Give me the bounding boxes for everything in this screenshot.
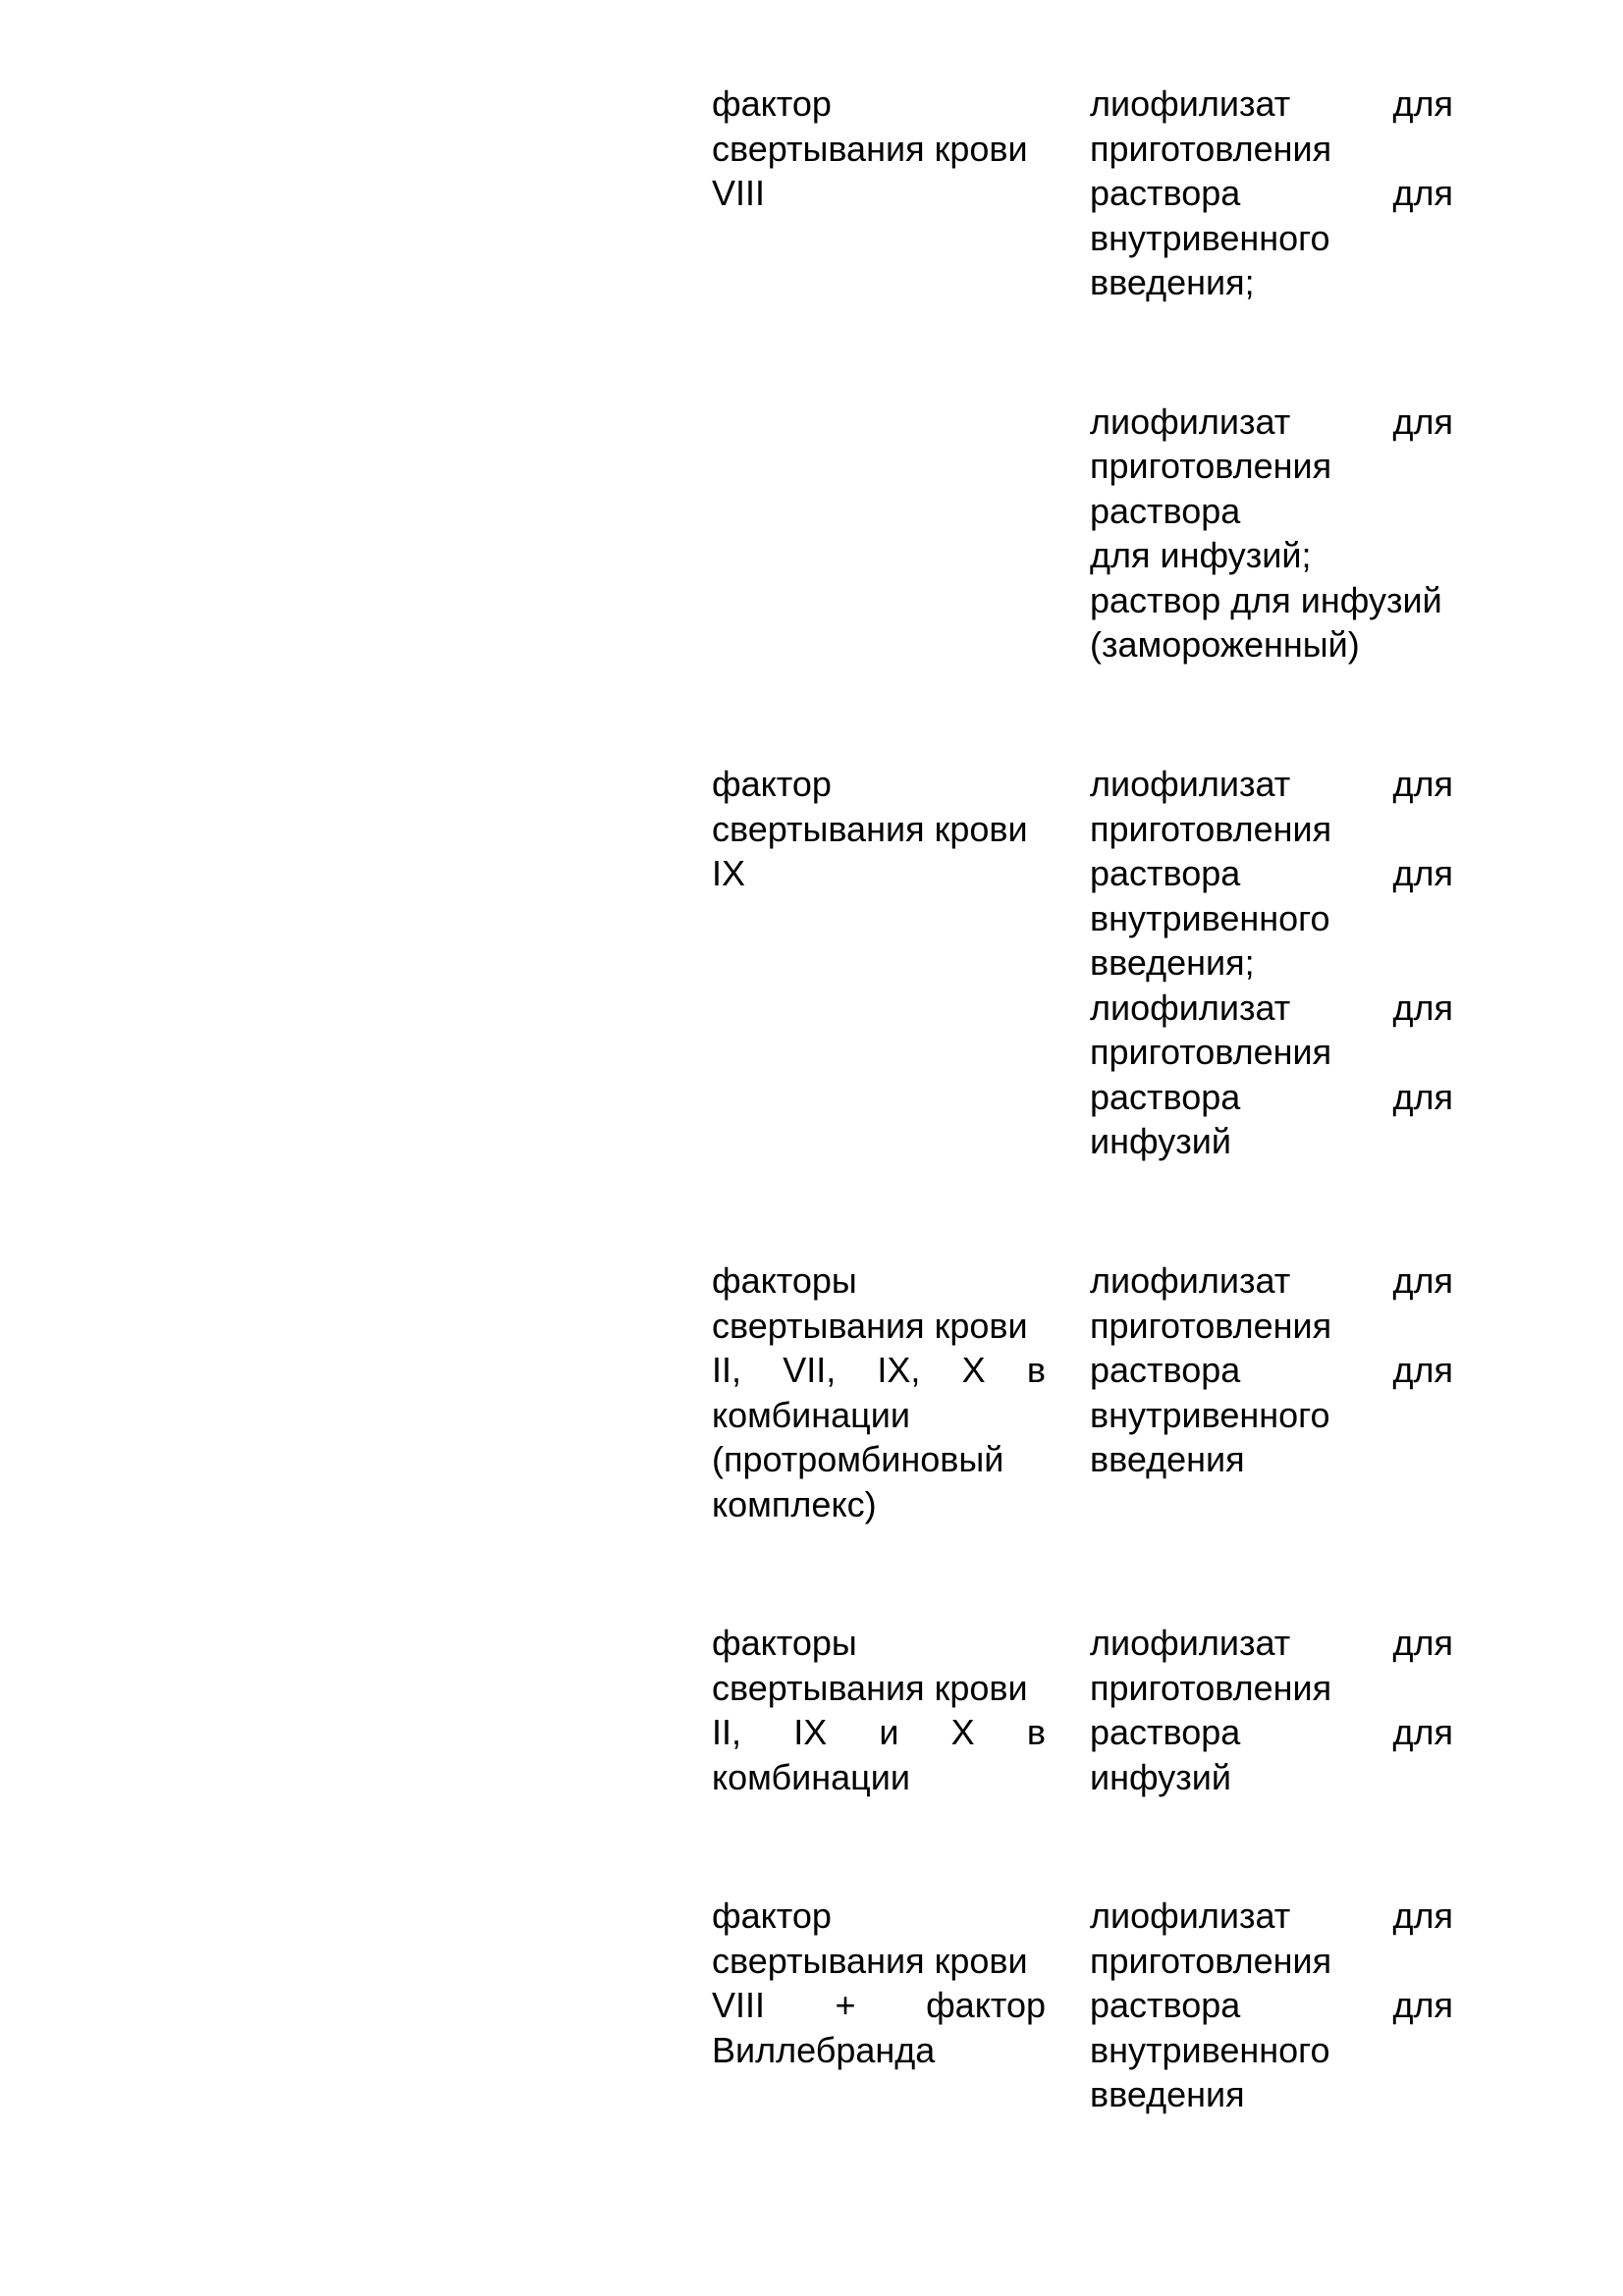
dosage-form-cell bbox=[1090, 1258, 1453, 1482]
drug-name-line: фактор bbox=[712, 764, 832, 804]
dosage-form-line bbox=[1090, 1258, 1453, 1304]
drug-name-cell bbox=[712, 1621, 1046, 1799]
drug-name-line bbox=[712, 1348, 1046, 1393]
justified-word: II, bbox=[712, 1350, 742, 1390]
justified-word: X bbox=[950, 1712, 975, 1752]
justified-word: фактор bbox=[926, 1985, 1046, 2025]
justified-word: для bbox=[1392, 173, 1453, 213]
justified-word: для bbox=[1392, 83, 1453, 124]
justified-word: лиофилизат bbox=[1090, 764, 1291, 804]
dosage-form-line bbox=[1090, 1710, 1453, 1755]
justified-word: IX, bbox=[877, 1350, 921, 1390]
dosage-form-line: (замороженный) bbox=[1090, 624, 1360, 665]
justified-word: VII, bbox=[783, 1350, 837, 1390]
drug-name-line: комбинации bbox=[712, 1756, 910, 1797]
dosage-form-line: внутривенного bbox=[1090, 217, 1330, 258]
justified-word: для bbox=[1392, 764, 1453, 804]
dosage-form-block bbox=[1090, 762, 1453, 1164]
justified-word: раствора bbox=[1090, 1712, 1241, 1752]
drug-name-cell bbox=[712, 1258, 1046, 1526]
justified-word: лиофилизат bbox=[1090, 83, 1291, 124]
justified-word: для bbox=[1392, 1712, 1453, 1752]
justified-word: в bbox=[1026, 1712, 1046, 1752]
justified-word: раствора bbox=[1090, 853, 1241, 893]
drug-name-line: свертывания крови bbox=[712, 1940, 1028, 1981]
dosage-form-cell bbox=[1090, 1894, 1453, 2117]
dosage-form-line bbox=[1090, 1075, 1453, 1120]
justified-word: лиофилизат bbox=[1090, 987, 1291, 1028]
drug-name-line: свертывания крови bbox=[712, 808, 1028, 849]
drug-name-line: свертывания крови bbox=[712, 128, 1028, 169]
dosage-form-line: приготовления bbox=[1090, 1032, 1332, 1072]
dosage-form-cell bbox=[1090, 762, 1453, 1164]
dosage-form-line: введения bbox=[1090, 2074, 1245, 2114]
drug-name-line: VIII bbox=[712, 173, 766, 213]
drug-name-line: свертывания крови bbox=[712, 1667, 1028, 1708]
drug-name-line: свертывания крови bbox=[712, 1305, 1028, 1346]
justified-word: для bbox=[1392, 1260, 1453, 1301]
justified-word: IX bbox=[793, 1712, 828, 1752]
dosage-form-line: инфузий bbox=[1090, 1756, 1231, 1797]
justified-word: для bbox=[1392, 1623, 1453, 1663]
drug-name-line: факторы bbox=[712, 1623, 857, 1663]
dosage-form-line bbox=[1090, 762, 1453, 807]
dosage-form-line bbox=[1090, 1348, 1453, 1393]
drug-name-cell bbox=[712, 762, 1046, 896]
justified-word: VIII bbox=[712, 1985, 766, 2025]
dosage-form-line: приготовления bbox=[1090, 128, 1332, 169]
dosage-form-line bbox=[1090, 400, 1453, 445]
justified-word: раствора bbox=[1090, 1076, 1241, 1117]
justified-word: лиофилизат bbox=[1090, 400, 1291, 442]
justified-word: в bbox=[1026, 1350, 1046, 1390]
dosage-form-line bbox=[1090, 851, 1453, 896]
dosage-form-line: раствор для инфузий bbox=[1090, 579, 1442, 620]
justified-word: X bbox=[961, 1350, 986, 1390]
dosage-form-line: внутривенного bbox=[1090, 2029, 1330, 2070]
justified-word: раствора bbox=[1090, 173, 1241, 213]
drug-name-line: IX bbox=[712, 853, 746, 893]
dosage-form-line: приготовления bbox=[1090, 1667, 1332, 1708]
justified-word: раствора bbox=[1090, 1985, 1241, 2025]
drug-name-cell bbox=[712, 1894, 1046, 2072]
dosage-form-cell bbox=[1090, 81, 1453, 667]
justified-word: раствора bbox=[1090, 1350, 1241, 1390]
dosage-form-line bbox=[1090, 1621, 1453, 1666]
justified-word: лиофилизат bbox=[1090, 1896, 1291, 1936]
dosage-form-block bbox=[1090, 1621, 1453, 1799]
dosage-form-line bbox=[1090, 171, 1453, 216]
justified-word: для bbox=[1392, 1350, 1453, 1390]
justified-word: лиофилизат bbox=[1090, 1260, 1291, 1301]
dosage-form-line: внутривенного bbox=[1090, 1394, 1330, 1435]
dosage-form-cell bbox=[1090, 1621, 1453, 1799]
drug-name-line bbox=[712, 1710, 1046, 1755]
dosage-form-line bbox=[1090, 81, 1453, 127]
drug-name-line: факторы bbox=[712, 1260, 857, 1301]
dosage-form-line: приготовления bbox=[1090, 808, 1332, 849]
dosage-form-line: инфузий bbox=[1090, 1121, 1231, 1161]
drug-name-line: фактор bbox=[712, 1896, 832, 1936]
dosage-form-line: приготовления bbox=[1090, 1940, 1332, 1981]
drug-name-line: Виллебранда bbox=[712, 2029, 936, 2070]
drug-name-line: (протромбиновый bbox=[712, 1439, 1004, 1479]
drug-name-line: комплекс) bbox=[712, 1483, 877, 1524]
justified-word: для bbox=[1392, 987, 1453, 1028]
justified-word: и bbox=[879, 1712, 899, 1752]
dosage-form-line: введения bbox=[1090, 1439, 1245, 1479]
justified-word: для bbox=[1392, 1076, 1453, 1117]
drug-name-line: фактор bbox=[712, 83, 832, 124]
dosage-form-block bbox=[1090, 1258, 1453, 1482]
dosage-form-line: приготовления bbox=[1090, 446, 1332, 486]
drug-name-line bbox=[712, 1983, 1046, 2028]
justified-word: для bbox=[1392, 1896, 1453, 1936]
dosage-form-block bbox=[1090, 1894, 1453, 2117]
dosage-form-line bbox=[1090, 1983, 1453, 2028]
dosage-form-line: введения; bbox=[1090, 942, 1255, 983]
justified-word: для bbox=[1392, 1985, 1453, 2025]
justified-word: для bbox=[1392, 853, 1453, 893]
dosage-form-line: раствора bbox=[1090, 490, 1241, 531]
dosage-form-line: для инфузий; bbox=[1090, 535, 1312, 575]
drug-name-cell bbox=[712, 81, 1046, 216]
dosage-form-block bbox=[1090, 400, 1453, 667]
dosage-form-block bbox=[1090, 81, 1453, 305]
justified-word: II, bbox=[712, 1712, 742, 1752]
dosage-form-line: введения; bbox=[1090, 262, 1255, 302]
dosage-form-line bbox=[1090, 986, 1453, 1031]
justified-word: лиофилизат bbox=[1090, 1623, 1291, 1663]
dosage-form-line: внутривенного bbox=[1090, 897, 1330, 938]
justified-word: + bbox=[835, 1985, 856, 2025]
dosage-form-line: приготовления bbox=[1090, 1305, 1332, 1346]
drug-name-line: комбинации bbox=[712, 1394, 910, 1435]
justified-word: для bbox=[1392, 400, 1453, 442]
dosage-form-line bbox=[1090, 1894, 1453, 1939]
